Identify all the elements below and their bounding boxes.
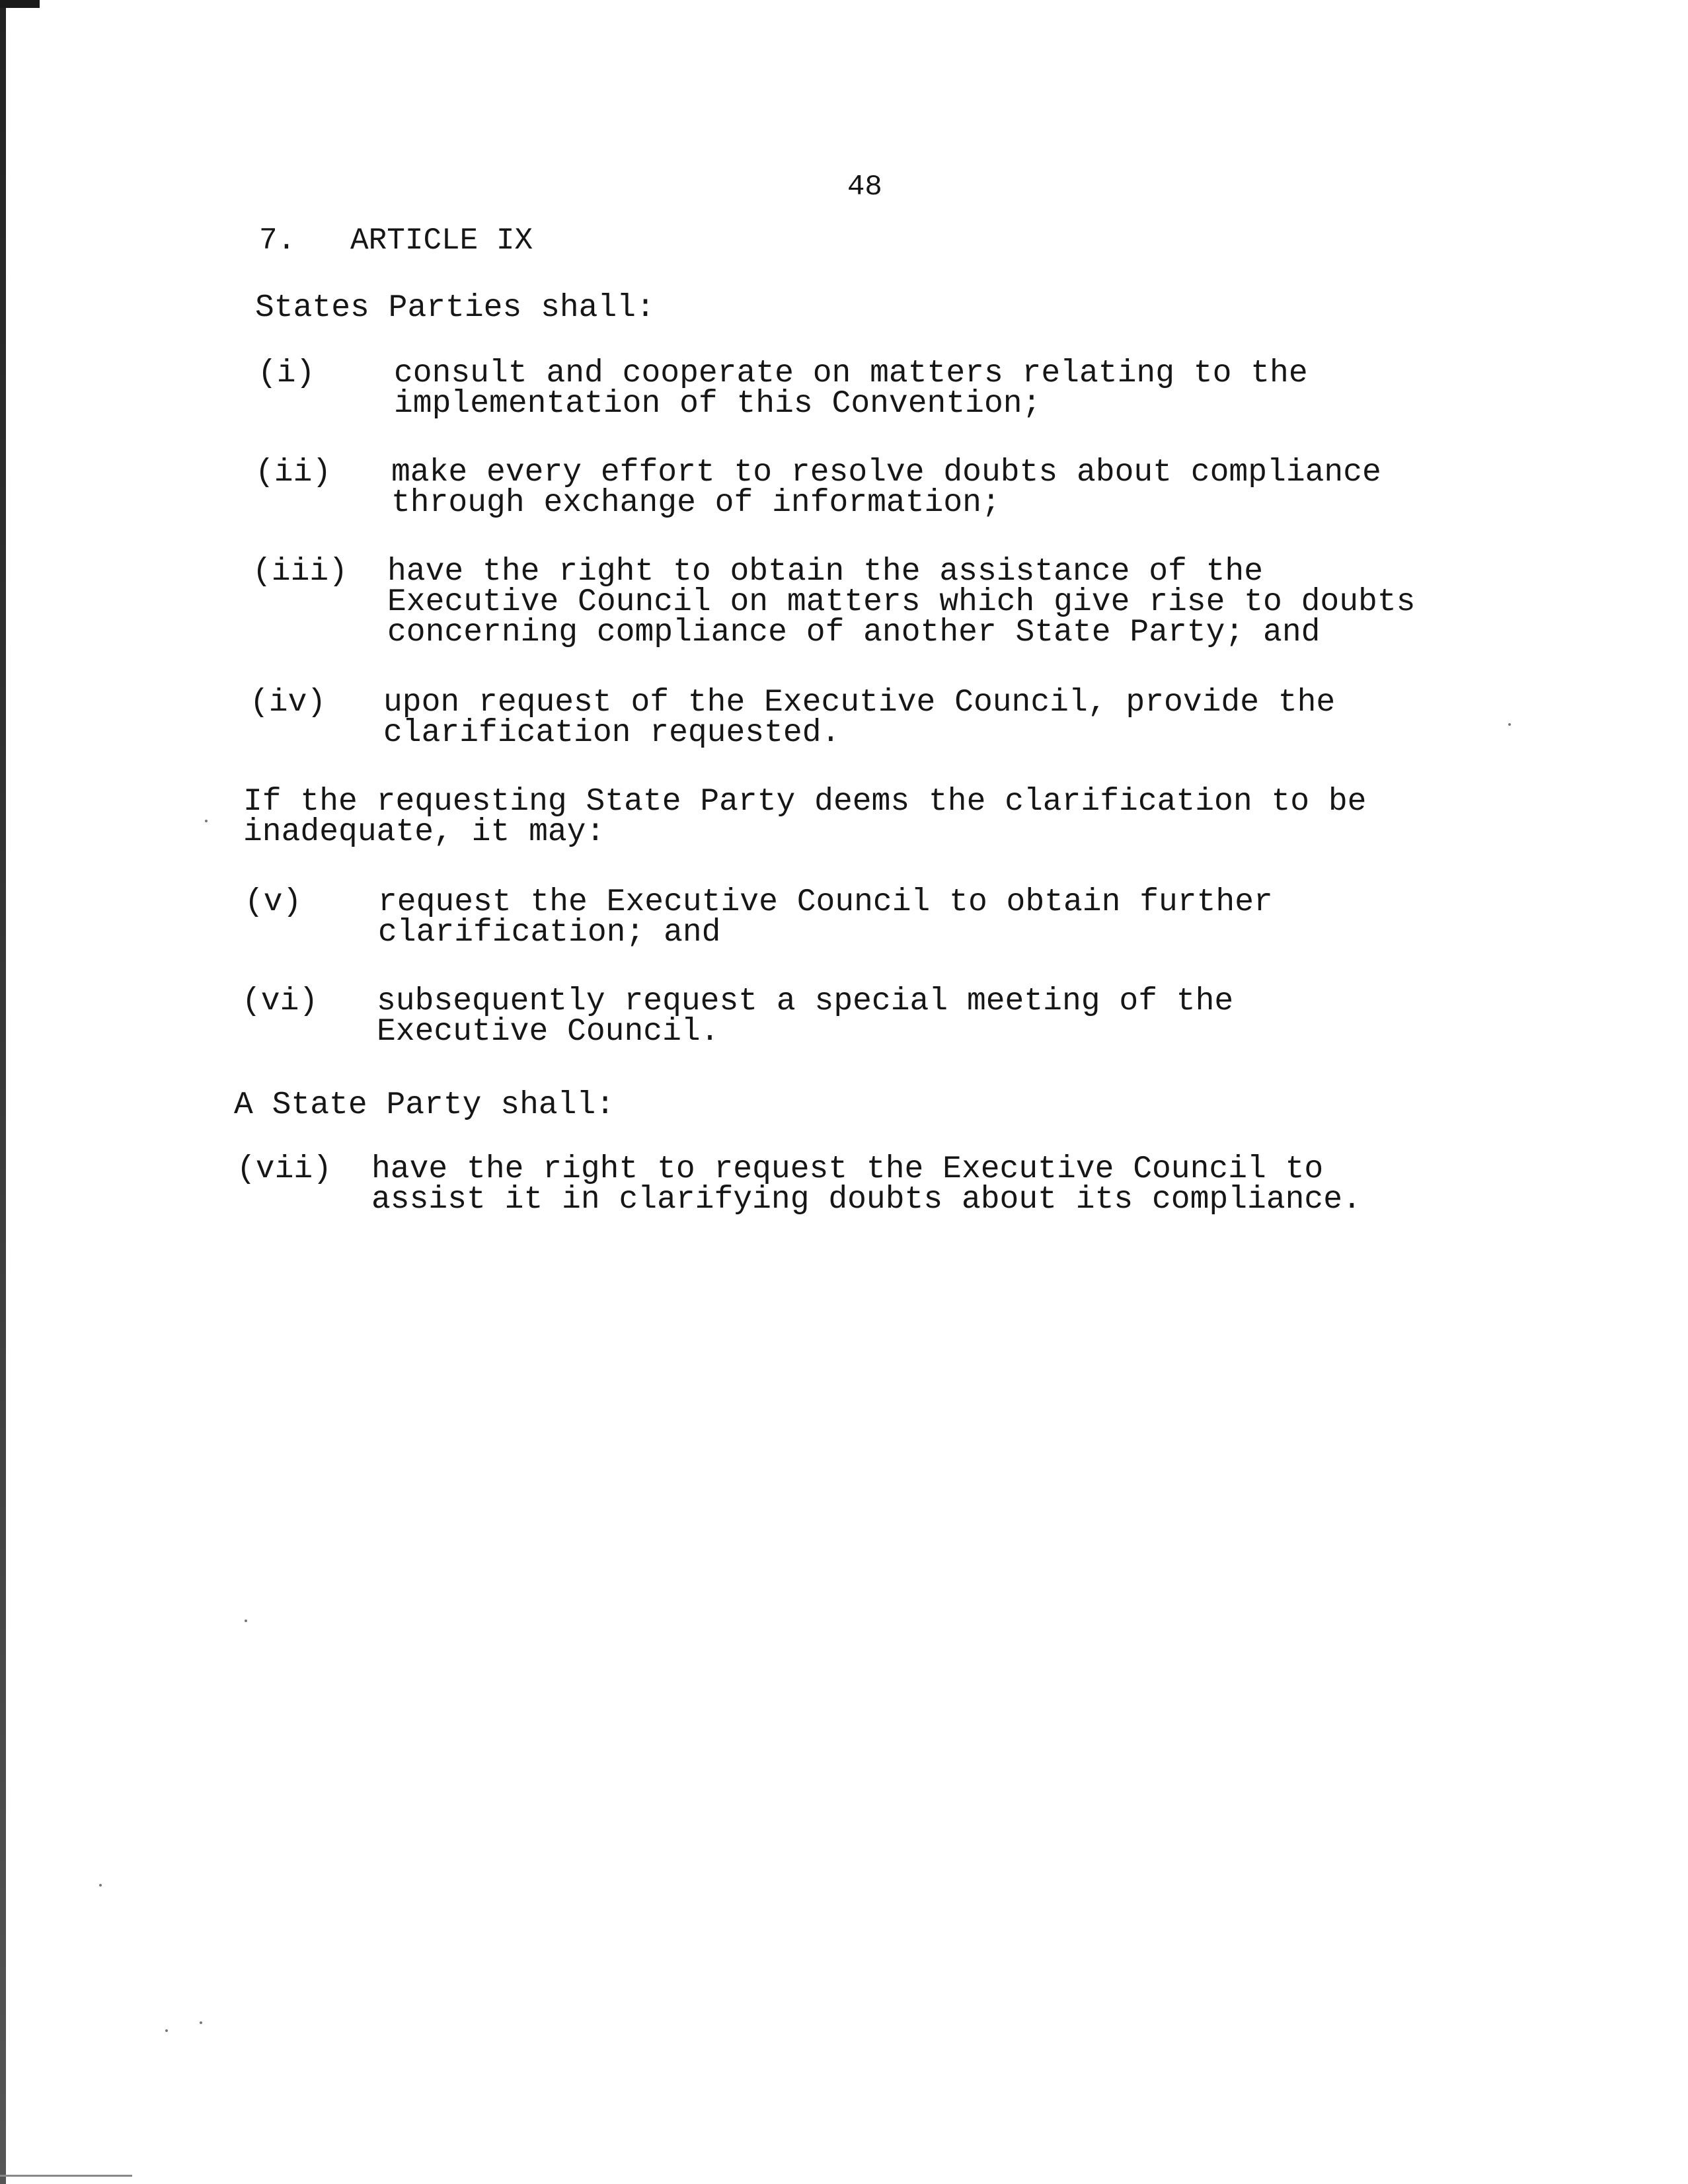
page-number: 48	[847, 171, 882, 204]
item-number: (iv)	[250, 685, 326, 721]
intro-line: If the requesting State Party deems the clarification to be	[243, 784, 1367, 820]
item-line: make every effort to resolve doubts about compliance	[391, 455, 1381, 490]
item-text	[387, 554, 1416, 650]
scan-edge-bottom	[0, 2175, 132, 2177]
scan-edge-left	[0, 0, 6, 2184]
item-number: (ii)	[255, 455, 332, 490]
item-line: Executive Council on matters which give rise to doubts	[387, 584, 1416, 620]
item-number: (vi)	[242, 984, 319, 1019]
item-text	[394, 356, 1308, 422]
scan-speck	[165, 2029, 168, 2032]
item-text	[383, 685, 1336, 751]
item-number: (iii)	[252, 554, 348, 590]
item-line: assist it in clarifying doubts about its compliance.	[371, 1182, 1362, 1218]
item-line: request the Executive Council to obtain further	[378, 884, 1273, 920]
item-line: upon request of the Executive Council, provide the	[383, 685, 1336, 721]
intro-states-parties: States Parties shall:	[255, 290, 655, 326]
scan-speck	[99, 1884, 102, 1887]
item-line: clarification requested.	[383, 715, 841, 751]
item-line: implementation of this Convention;	[394, 386, 1042, 422]
item-line: subsequently request a special meeting of the	[377, 984, 1234, 1019]
item-number: (i)	[258, 356, 315, 391]
scan-speck	[200, 2021, 202, 2024]
item-line: have the right to obtain the assistance of the	[387, 554, 1264, 590]
scan-speck	[1508, 723, 1511, 726]
item-number: (v)	[245, 884, 302, 920]
intro-a-state-party: A State Party shall:	[234, 1087, 615, 1123]
item-text	[377, 984, 1234, 1050]
scan-edge-top	[0, 0, 40, 8]
scan-speck	[205, 820, 208, 822]
intro-line: inadequate, it may:	[243, 814, 605, 850]
scan-speck	[245, 1619, 247, 1622]
item-number: (vii)	[237, 1151, 332, 1187]
item-line: clarification; and	[378, 915, 721, 951]
item-text	[371, 1151, 1362, 1218]
item-line: concerning compliance of another State Party; and	[387, 615, 1321, 650]
item-line: have the right to request the Executive Council to	[371, 1151, 1324, 1187]
article-heading: 7. ARTICLE IX	[259, 223, 533, 258]
item-text	[391, 455, 1381, 521]
intro-text	[243, 784, 1367, 850]
item-text	[378, 884, 1273, 951]
item-line: through exchange of information;	[391, 485, 1001, 521]
item-line: Executive Council.	[377, 1014, 720, 1050]
item-line: consult and cooperate on matters relating to the	[394, 356, 1308, 391]
